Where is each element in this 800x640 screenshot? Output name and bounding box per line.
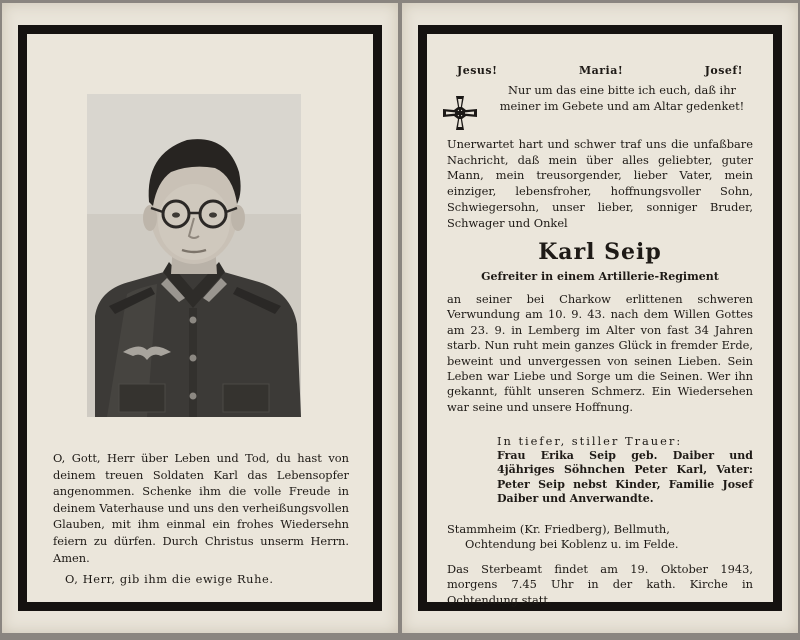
header-maria: Maria! (578, 64, 624, 77)
place-line-2: Ochtendung bei Koblenz u. im Felde. (465, 537, 679, 552)
memorial-verse: Nur um das eine bitte ich euch, daß ihr meiner im Gebete und am Altar gedenket! (499, 83, 745, 113)
funeral-notice: Das Sterbeamt findet am 19. Oktober 1943, morgens 7.45 Uhr in der kath. Kirche in Ochtendung statt. (447, 562, 753, 607)
death-announcement: Unerwartet hart und schwer traf uns die unfaßbare Nachricht, daß mein über alles geliebter, guter Mann, mein treusorgender, lieber Vater, mein einziger, lebensfroher, hoffnungsvoller Sohn, Schwiegersohn, unser lieber, sonniger Bruder, Schwager und Onkel (447, 137, 753, 230)
mourning-heading: In tiefer, stiller Trauer: (497, 434, 683, 448)
right-mourning-border (418, 25, 782, 611)
prayer-text: O, Gott, Herr über Leben und Tod, du hast von deinem treuen Soldaten Karl das Lebensopfer angenommen. Schenke ihm die volle Freude in deinem Vaterhause und uns den verheißungsvollen Glauben, mit ihm einmal ein frohes Wiedersehn feiern zu dürfen. Durch Christus unserm Herrn. Amen. (53, 451, 349, 565)
soldier-portrait-photo (87, 94, 301, 417)
closing-prayer-text: O, Herr, gib ihm die ewige Ruhe. (65, 572, 274, 586)
holy-names-header (457, 64, 743, 77)
left-mourning-border (18, 25, 382, 611)
header-jesus: Jesus! (457, 64, 498, 77)
place-line-1: Stammheim (Kr. Friedberg), Bellmuth, (447, 522, 670, 536)
death-details: an seiner bei Charkow erlittenen schweren Verwundung am 10. 9. 43. nach dem Willen Gottes am 23. 9. in Lemberg im Alter von fast 34 Jahren starb. Nun ruht mein ganzes Glück in fremder Erde, beweint und unvergessen von seinen Lieben. Sein Leben war Liebe und Sorge um die Seinen. Wer ihn gekannt, fühlt unseren Schmerz. Ein Wiedersehen war seine und unsere Hoffnung. (447, 292, 753, 414)
iron-cross-icon (441, 94, 479, 132)
mourners-list: Frau Erika Seip geb. Daiber und 4jähriges Söhnchen Peter Karl, Vater: Peter Seip nebst Kinder, Familie Josef Daiber und Anverwandte. (497, 449, 753, 506)
military-rank: Gefreiter in einem Artillerie-Regiment (481, 270, 719, 283)
place-lines (447, 522, 753, 552)
right-card-panel (402, 3, 798, 633)
left-card-panel (2, 3, 398, 633)
header-josef: Josef! (704, 64, 743, 77)
deceased-name: Karl Seip (538, 239, 662, 265)
portrait-illustration (87, 94, 301, 417)
